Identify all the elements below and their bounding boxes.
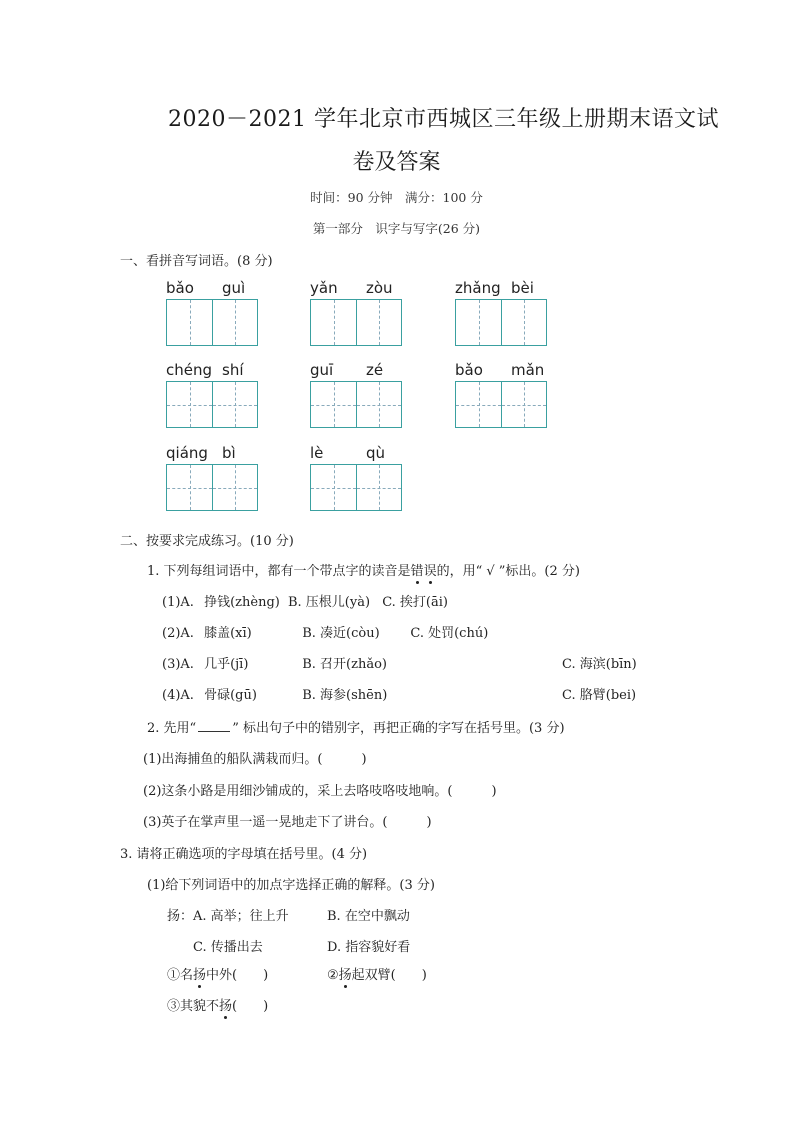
q1-dotted-char: 错	[411, 560, 424, 579]
row-number: (3)A.	[162, 657, 194, 672]
q1-prompt-post: 的，用“ √ ”标出。(2 分)	[436, 564, 580, 579]
option-c[interactable]: C. 挨打(āi)	[382, 595, 448, 610]
item-text: ①名	[167, 968, 194, 983]
writing-cell[interactable]	[167, 300, 212, 345]
pinyin-label: zòu	[366, 279, 393, 297]
q3-item-1[interactable]	[167, 964, 268, 983]
dotted-char: 扬	[339, 964, 352, 983]
writing-cell[interactable]	[501, 382, 546, 427]
tianzige-boxes	[455, 299, 547, 346]
option-b[interactable]: B. 压根儿(yà)	[287, 595, 371, 610]
pinyin-label: qiáng	[166, 444, 208, 462]
part-title: 第一部分 识字与写字(26 分)	[312, 221, 481, 236]
section2-heading: 二、按要求完成练习。(10 分)	[120, 534, 294, 549]
dotted-char: 扬	[219, 995, 232, 1014]
option-a[interactable]: 几乎(jī)	[204, 657, 249, 672]
q2-item-3[interactable]: (3)英子在掌声里一遥一晃地走下了讲台。( )	[143, 815, 432, 830]
writing-cell[interactable]	[356, 300, 401, 345]
writing-cell[interactable]	[456, 382, 501, 427]
q2-item-2[interactable]: (2)这条小路是用细沙铺成的，采上去咯吱咯吱地响。( )	[143, 784, 497, 799]
item-text: 中外( )	[206, 968, 269, 983]
q1-row-3-option-c[interactable]: C. 海滨(bīn)	[562, 657, 637, 672]
option-a[interactable]: 骨碌(gū)	[204, 688, 257, 703]
row-number: (1)A.	[162, 595, 194, 610]
tianzige-boxes	[166, 299, 258, 346]
q2-prompt	[147, 717, 565, 736]
q3-prompt: 3. 请将正确选项的字母填在括号里。(4 分)	[120, 847, 368, 862]
row-number: (2)A.	[162, 626, 194, 641]
pinyin-label: guì	[222, 279, 246, 297]
pinyin-grid	[166, 361, 260, 429]
option-c[interactable]: C. 处罚(chú)	[410, 626, 489, 641]
pinyin-label: bǎo	[455, 361, 483, 379]
q1-prompt-pre: 1. 下列每组词语中，都有一个带点字的读音是	[147, 564, 411, 579]
pinyin-grid	[310, 279, 404, 347]
pinyin-label: mǎn	[511, 361, 545, 379]
writing-cell[interactable]	[212, 300, 257, 345]
tianzige-boxes	[310, 299, 402, 346]
writing-cell[interactable]	[212, 382, 257, 427]
pinyin-label: yǎn	[310, 279, 338, 297]
section1-heading: 一、看拼音写词语。(8 分)	[120, 254, 273, 269]
pinyin-label: zé	[366, 361, 384, 379]
q1-prompt	[147, 560, 580, 579]
item-text: ( )	[232, 999, 269, 1014]
item-text: ③其貌不	[167, 999, 220, 1014]
tianzige-boxes	[166, 464, 258, 511]
exam-time-info: 时间：90 分钟 满分：100 分	[310, 190, 483, 205]
q3-options-c: C. 传播出去	[193, 940, 263, 955]
tianzige-boxes	[166, 381, 258, 428]
pinyin-grid	[310, 444, 404, 512]
item-text: ②	[327, 968, 339, 983]
pinyin-label: bǎo	[166, 279, 194, 297]
pinyin-label: guī	[310, 361, 334, 379]
page-title-line2: 卷及答案	[352, 150, 441, 175]
page-title-line1: 2020－2021 学年北京市西城区三年级上册期末语文试	[168, 107, 719, 132]
writing-cell[interactable]	[356, 382, 401, 427]
pinyin-label: shí	[222, 361, 244, 379]
pinyin-grid	[455, 361, 549, 429]
q3-options-b: B. 在空中飘动	[327, 909, 410, 924]
pinyin-label: qù	[366, 444, 386, 462]
q3-options-a: 扬：A. 高举；往上升	[167, 909, 289, 924]
tianzige-boxes	[455, 381, 547, 428]
q3-item-3[interactable]	[167, 995, 268, 1014]
pinyin-label: bì	[222, 444, 236, 462]
writing-cell[interactable]	[311, 300, 356, 345]
option-b[interactable]: B. 召开(zhǎo)	[302, 657, 387, 672]
dotted-char: 扬	[193, 964, 206, 983]
item-text: 起双臂( )	[351, 968, 427, 983]
pinyin-label: chéng	[166, 361, 213, 379]
underline-blank	[198, 721, 230, 732]
pinyin-grid	[166, 444, 260, 512]
q1-row-3	[162, 653, 387, 672]
option-b[interactable]: B. 凑近(còu)	[302, 626, 380, 641]
writing-cell[interactable]	[501, 300, 546, 345]
pinyin-grid	[455, 279, 549, 347]
q1-row-4	[162, 684, 387, 703]
q2-prompt-pre: 2. 先用“	[147, 721, 197, 736]
q3-item-2[interactable]	[327, 964, 427, 983]
q1-dotted-char: 误	[424, 560, 437, 579]
writing-cell[interactable]	[311, 382, 356, 427]
q1-row-1	[162, 591, 448, 610]
writing-cell[interactable]	[311, 465, 356, 510]
writing-cell[interactable]	[456, 300, 501, 345]
writing-cell[interactable]	[356, 465, 401, 510]
q3-options-d: D. 指容貌好看	[327, 940, 411, 955]
pinyin-label: lè	[310, 444, 324, 462]
q3-sub1: (1)给下列词语中的加点字选择正确的解释。(3 分)	[147, 878, 435, 893]
q2-item-1[interactable]: (1)出海捕鱼的船队满栽而归。( )	[143, 752, 367, 767]
q1-row-4-option-c[interactable]: C. 胳臂(bei)	[562, 688, 637, 703]
q2-prompt-post: ” 标出句子中的错别字，再把正确的字写在括号里。(3 分)	[232, 721, 565, 736]
row-number: (4)A.	[162, 688, 194, 703]
pinyin-label: bèi	[511, 279, 534, 297]
tianzige-boxes	[310, 381, 402, 428]
writing-cell[interactable]	[212, 465, 257, 510]
pinyin-grid	[166, 279, 260, 347]
tianzige-boxes	[310, 464, 402, 511]
writing-cell[interactable]	[167, 382, 212, 427]
pinyin-grid	[310, 361, 404, 429]
pinyin-label: zhǎng	[455, 279, 501, 297]
option-b[interactable]: B. 海参(shēn)	[302, 688, 388, 703]
q1-row-2	[162, 622, 488, 641]
option-a[interactable]: 膝盖(xī)	[204, 626, 252, 641]
writing-cell[interactable]	[167, 465, 212, 510]
option-a[interactable]: 挣钱(zhèng)	[204, 595, 280, 610]
